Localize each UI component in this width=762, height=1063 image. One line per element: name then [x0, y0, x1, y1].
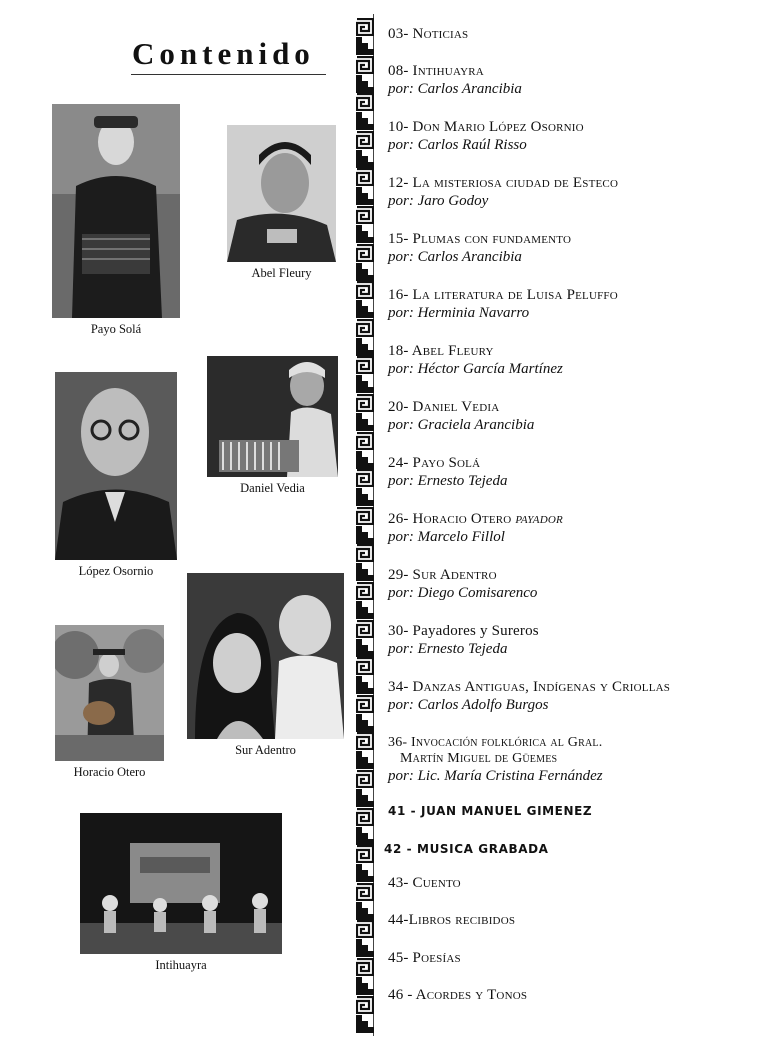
step-ornament-icon	[356, 864, 374, 882]
step-ornament-icon	[356, 75, 374, 93]
step-ornament-icon	[356, 37, 374, 55]
toc-entry	[388, 343, 758, 378]
toc-author: por: Héctor García Martínez	[388, 361, 563, 377]
spiral-ornament-icon	[356, 883, 374, 901]
step-ornament-icon	[356, 451, 374, 469]
toc-author: por: Jaro Godoy	[388, 193, 489, 209]
toc-entry	[388, 735, 758, 785]
toc-author: por: Diego Comisarenco	[388, 585, 538, 601]
toc-entry	[384, 842, 754, 856]
spiral-ornament-icon	[356, 695, 374, 713]
step-ornament-icon	[356, 263, 374, 281]
toc-author: por: Carlos Arancibia	[388, 81, 522, 97]
step-ornament-icon	[356, 563, 374, 581]
toc-entry	[388, 912, 758, 929]
toc-title: 10- Don Mario López Osornio	[388, 119, 584, 135]
step-ornament-icon	[356, 789, 374, 807]
toc-entry	[388, 679, 758, 714]
photo-lopez-osornio	[55, 372, 177, 560]
toc-entry	[388, 987, 758, 1004]
toc-title: 30- Payadores y Sureros	[388, 623, 539, 639]
toc-author: por: Marcelo Fillol	[388, 529, 505, 545]
spiral-ornament-icon	[356, 131, 374, 149]
toc-title: 20- Daniel Vedia	[388, 399, 500, 415]
spiral-ornament-icon	[356, 356, 374, 374]
spiral-ornament-icon	[356, 206, 374, 224]
caption-intihuayra: Intihuayra	[155, 958, 207, 972]
toc-entry	[388, 231, 758, 266]
caption-payo-sola: Payo Solá	[90, 322, 142, 336]
caption-horacio-otero: Horacio Otero	[73, 765, 146, 779]
toc-title: 34- Danzas Antiguas, Indígenas y Criollas	[388, 679, 671, 695]
step-ornament-icon	[356, 526, 374, 544]
spiral-ornament-icon	[356, 732, 374, 750]
toc-author: por: Carlos Raúl Risso	[388, 137, 527, 153]
toc-title: 03- Noticias	[388, 26, 469, 42]
toc-author: por: Lic. María Cristina Fernández	[388, 768, 603, 784]
step-ornament-icon	[356, 902, 374, 920]
toc-title: 29- Sur Adentro	[388, 567, 497, 583]
caption-sur-adentro: Sur Adentro	[235, 743, 296, 757]
step-ornament-icon	[356, 939, 374, 957]
toc-entry	[388, 455, 758, 490]
step-ornament-icon	[356, 827, 374, 845]
toc-entry	[388, 623, 758, 658]
toc-entry	[388, 399, 758, 434]
step-ornament-icon	[356, 187, 374, 205]
step-ornament-icon	[356, 639, 374, 657]
caption-lopez-osornio: López Osornio	[78, 564, 154, 578]
toc-entry	[388, 119, 758, 154]
toc-title	[388, 511, 758, 528]
toc-entry	[388, 26, 758, 43]
toc-title: 15- Plumas con fundamento	[388, 231, 572, 247]
spiral-ornament-icon	[356, 394, 374, 412]
spiral-ornament-icon	[356, 620, 374, 638]
page-title: Contenido	[132, 36, 315, 71]
spiral-ornament-icon	[356, 920, 374, 938]
step-ornament-icon	[356, 676, 374, 694]
toc-title: 41 - JUAN MANUEL GIMENEZ	[388, 804, 593, 818]
spiral-ornament-icon	[356, 996, 374, 1014]
step-ornament-icon	[356, 977, 374, 995]
toc-entry	[388, 175, 758, 210]
toc-author: por: Herminia Navarro	[388, 305, 530, 321]
spiral-ornament-icon	[356, 319, 374, 337]
spiral-ornament-icon	[356, 168, 374, 186]
spiral-ornament-icon	[356, 18, 374, 36]
toc-author: por: Ernesto Tejeda	[388, 473, 508, 489]
step-ornament-icon	[356, 375, 374, 393]
toc-entry	[388, 287, 758, 322]
toc-title: 08- Intihuayra	[388, 63, 484, 79]
photo-abel-fleury	[227, 125, 336, 262]
toc-entry	[388, 567, 758, 602]
spiral-ornament-icon	[356, 958, 374, 976]
toc-title: 44-Libros recibidos	[388, 912, 516, 928]
toc-title-line2: Martín Miguel de Güemes	[400, 751, 558, 766]
caption-daniel-vedia: Daniel Vedia	[240, 481, 305, 495]
photo-intihuayra	[80, 813, 282, 954]
spiral-ornament-icon	[356, 770, 374, 788]
toc-title: 36- Invocación folklórica al Gral.	[388, 735, 603, 750]
spiral-ornament-icon	[356, 244, 374, 262]
step-ornament-icon	[356, 601, 374, 619]
toc-title: 24- Payo Solá	[388, 455, 481, 471]
title-underline	[131, 74, 326, 75]
toc-title: 12- La misteriosa ciudad de Esteco	[388, 175, 619, 191]
photo-horacio-otero	[55, 625, 164, 761]
step-ornament-icon	[356, 488, 374, 506]
step-ornament-icon	[356, 112, 374, 130]
toc-entry	[388, 63, 758, 98]
toc-title: 45- Poesías	[388, 950, 461, 966]
toc-title-suffix: payador	[515, 511, 563, 527]
step-ornament-icon	[356, 150, 374, 168]
spiral-ornament-icon	[356, 544, 374, 562]
step-ornament-icon	[356, 225, 374, 243]
toc-entry	[388, 804, 758, 818]
toc-author: por: Carlos Arancibia	[388, 249, 522, 265]
toc-author: por: Ernesto Tejeda	[388, 641, 508, 657]
spiral-ornament-icon	[356, 469, 374, 487]
spiral-ornament-icon	[356, 657, 374, 675]
photo-daniel-vedia	[207, 356, 338, 477]
toc-title: 16- La literatura de Luisa Peluffo	[388, 287, 618, 303]
spiral-ornament-icon	[356, 56, 374, 74]
toc-title-main: 26- Horacio Otero	[388, 511, 512, 527]
step-ornament-icon	[356, 338, 374, 356]
spiral-ornament-icon	[356, 281, 374, 299]
spiral-ornament-icon	[356, 507, 374, 525]
step-ornament-icon	[356, 413, 374, 431]
spiral-ornament-icon	[356, 808, 374, 826]
photo-sur-adentro	[187, 573, 344, 739]
step-ornament-icon	[356, 751, 374, 769]
step-ornament-icon	[356, 300, 374, 318]
spiral-ornament-icon	[356, 93, 374, 111]
spiral-ornament-icon	[356, 845, 374, 863]
spiral-ornament-icon	[356, 582, 374, 600]
caption-abel-fleury: Abel Fleury	[251, 266, 312, 280]
toc-title: 42 - MUSICA GRABADA	[384, 842, 549, 856]
toc-title: 46 - Acordes y Tonos	[388, 987, 528, 1003]
step-ornament-icon	[356, 1015, 374, 1033]
toc-entry	[388, 875, 758, 892]
toc-entry	[388, 511, 758, 546]
toc-author: por: Carlos Adolfo Burgos	[388, 697, 549, 713]
toc-title: 43- Cuento	[388, 875, 461, 891]
toc-entry	[388, 950, 758, 967]
spiral-ornament-icon	[356, 432, 374, 450]
toc-author: por: Graciela Arancibia	[388, 417, 535, 433]
photo-payo-sola	[52, 104, 180, 318]
toc-title: 18- Abel Fleury	[388, 343, 494, 359]
step-ornament-icon	[356, 714, 374, 732]
